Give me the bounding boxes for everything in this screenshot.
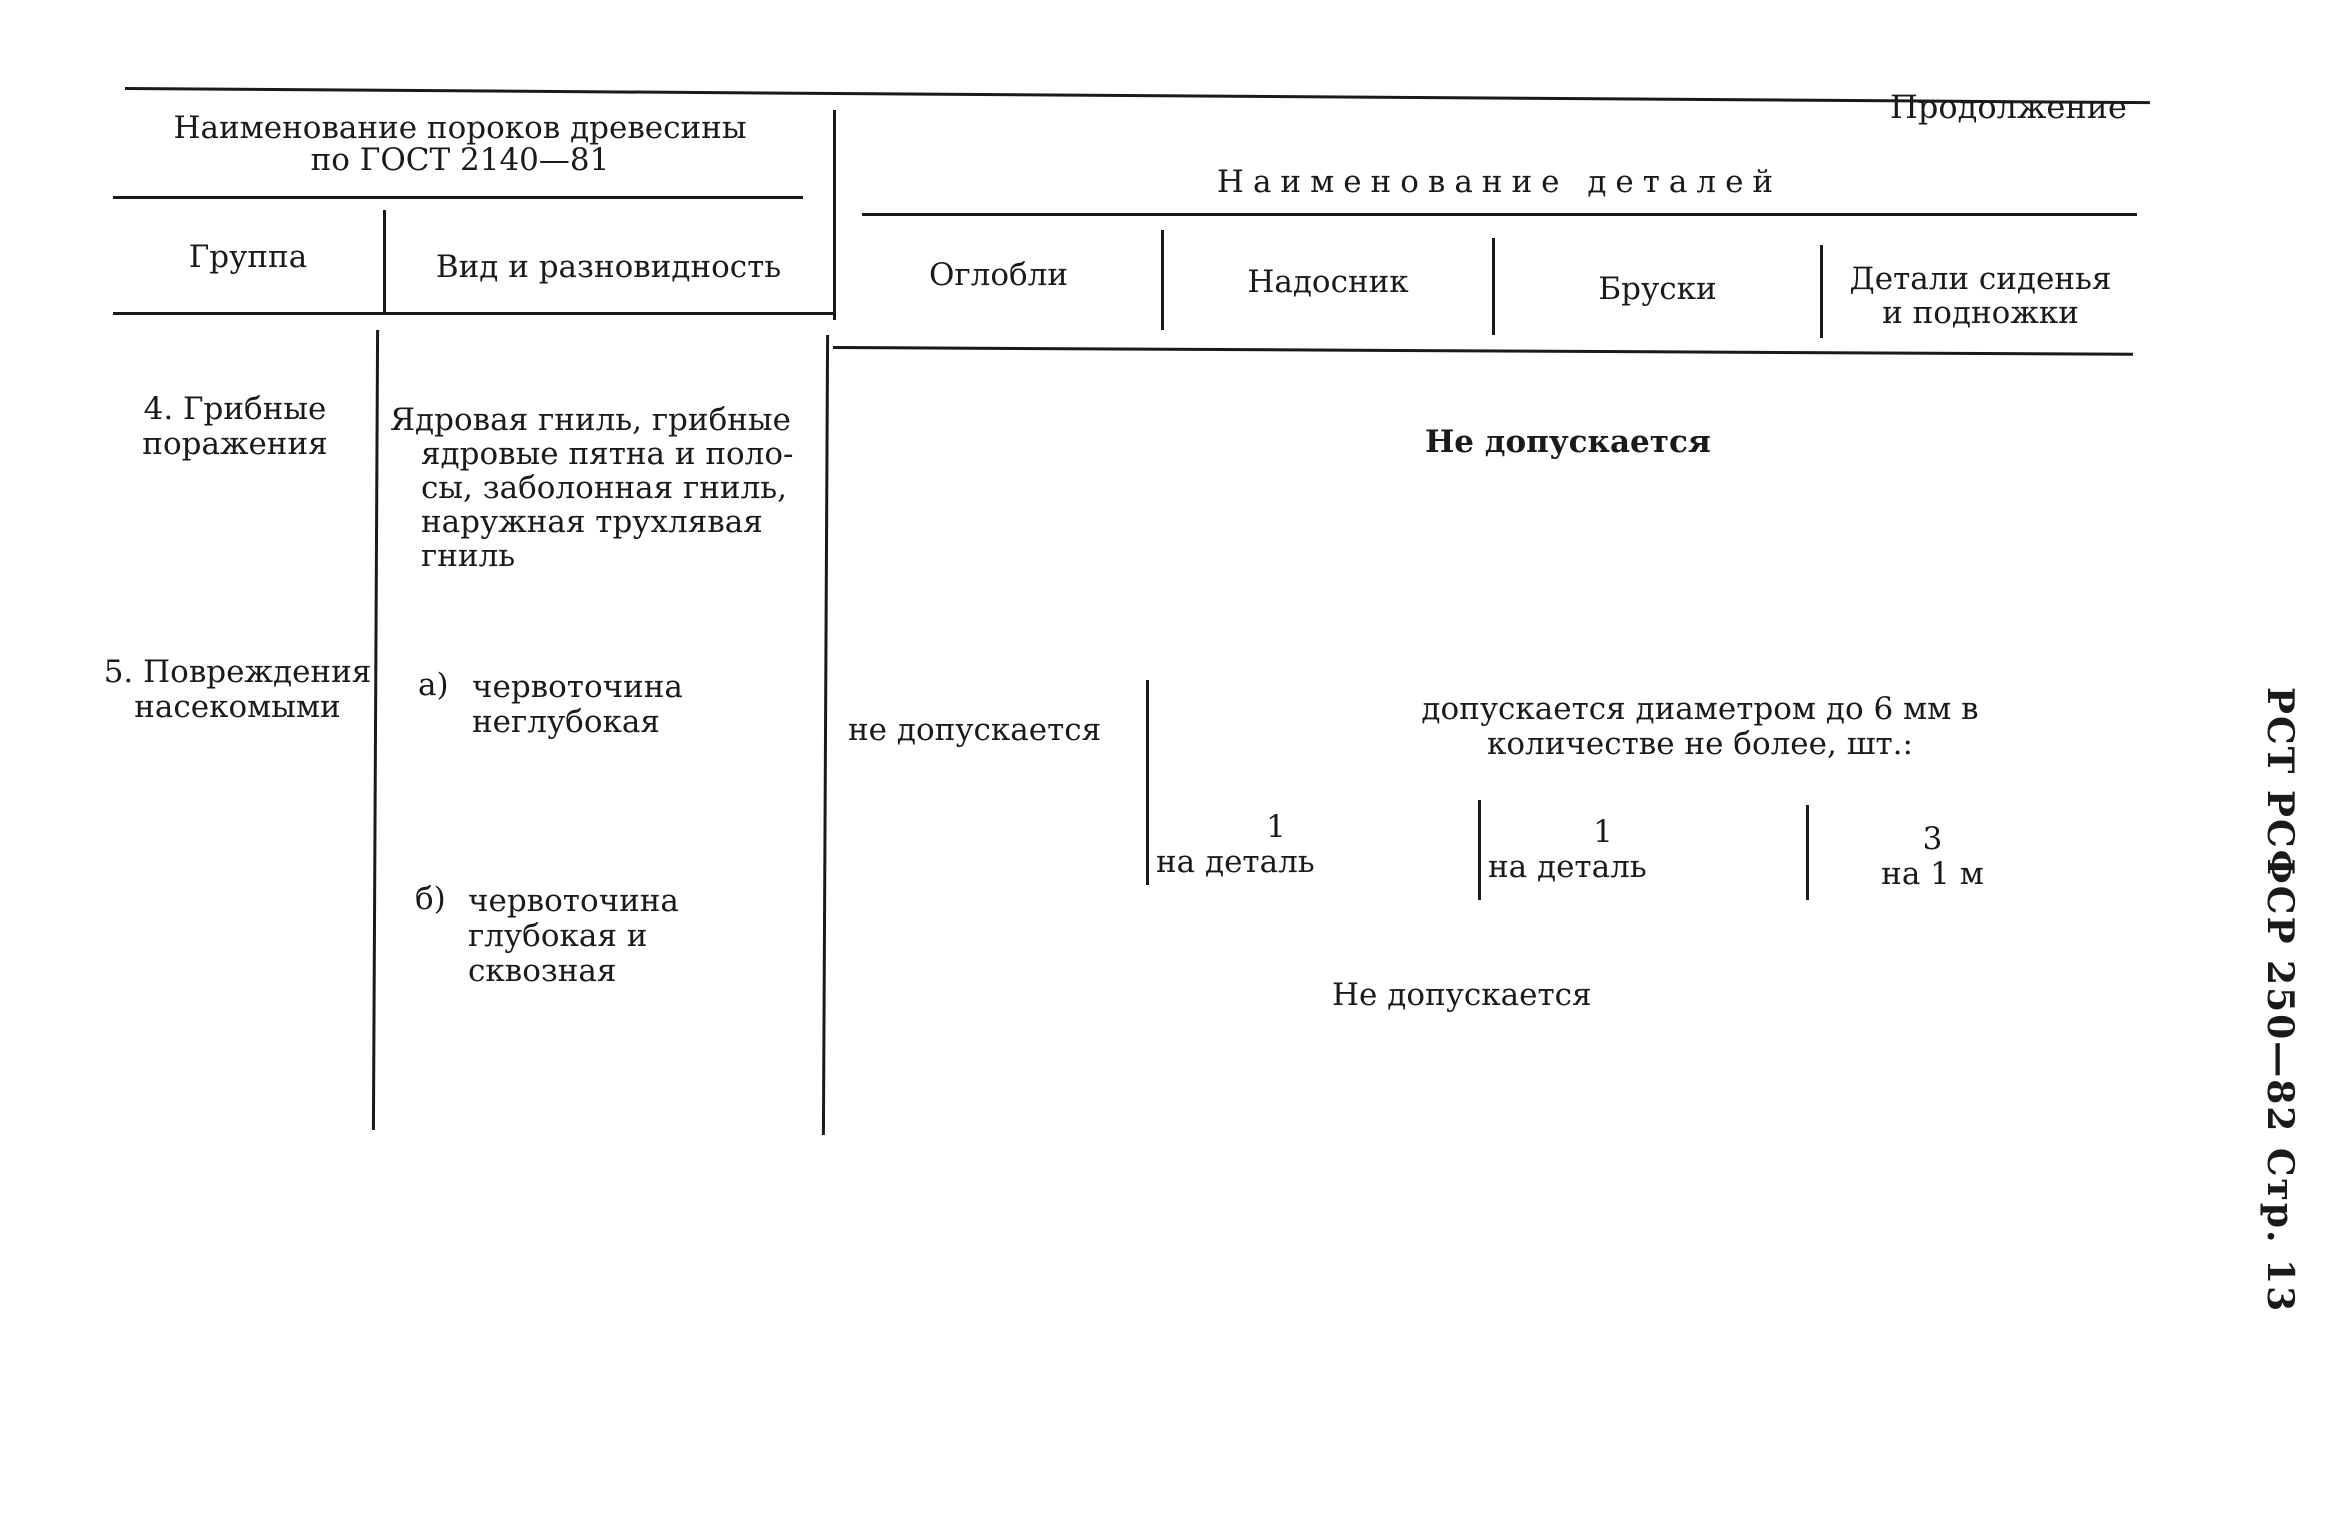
kind-fungal-line4: наружная трухлявая <box>421 504 763 540</box>
part-header-seat <box>1823 262 2138 330</box>
kind-shallow-marker: а) <box>418 667 449 703</box>
shafts-not-allowed: не допускается <box>848 712 1102 748</box>
group-column-header: Группа <box>188 239 308 275</box>
kind-shallow <box>472 670 683 740</box>
parts-title: Наименование деталей <box>1216 164 1783 200</box>
part-header-shafts: Оглобли <box>928 257 1069 293</box>
count-bars-unit: на деталь <box>1488 849 1647 885</box>
kind-deep-line2: глубокая и <box>468 918 648 954</box>
kind-fungal-line2: ядровые пятна и поло- <box>421 436 794 472</box>
count-divider-2 <box>1806 805 1809 900</box>
count-seat-unit: на 1 м <box>1881 856 1984 892</box>
defects-title-line1: Наименование пороков древесины <box>173 110 747 146</box>
allowed-text-line1: допускается диаметром до 6 мм в <box>1421 691 1979 727</box>
continuation-label: Продолжение <box>1890 88 2127 126</box>
header-bottom-rule-left <box>113 312 833 315</box>
parts-title-rule <box>862 213 2137 216</box>
group-insects <box>95 655 380 725</box>
part-header-seat-line1: Детали сиденья <box>1849 261 2112 297</box>
kind-deep-line3: сквозная <box>468 953 617 989</box>
count-seat <box>1820 822 2045 892</box>
defects-title-line2: по ГОСТ 2140—81 <box>310 142 610 178</box>
defects-parts-divider <box>822 335 829 1135</box>
header-bottom-rule-right <box>833 346 2133 356</box>
group-fungal-line1: 4. Грибные <box>143 391 327 427</box>
group-fungal-line2: поражения <box>142 426 328 462</box>
group-insects-line2: насекомыми <box>134 689 341 725</box>
kind-deep-line1: червоточина <box>468 883 679 919</box>
count-bars-value: 1 <box>1593 814 1613 850</box>
part-header-seat-line2: и подножки <box>1882 295 2079 331</box>
group-insects-line1: 5. Повреждения <box>103 654 372 690</box>
kind-deep-marker: б) <box>415 881 446 917</box>
table-top-rule <box>125 87 2150 104</box>
kind-fungal-line3: сы, заболонная гниль, <box>421 470 788 506</box>
page-side-caption: РСТ РСФСР 250—82 Стр. 13 <box>2259 686 2301 1314</box>
count-nadosnik-unit: на деталь <box>1156 844 1315 880</box>
deep-not-allowed: Не допускается <box>1332 977 1592 1013</box>
defects-title <box>150 112 770 176</box>
part-header-nadosnik: Надосник <box>1247 264 1409 300</box>
allowed-bracket <box>1146 680 1149 885</box>
allowed-text-line2: количестве не более, шт.: <box>1487 726 1913 762</box>
count-nadosnik-value: 1 <box>1266 809 1286 845</box>
kind-shallow-line2: неглубокая <box>472 704 660 740</box>
kind-fungal-line1: Ядровая гниль, грибные <box>390 402 791 438</box>
part-header-bars: Бруски <box>1598 271 1717 307</box>
group-fungal <box>95 392 375 462</box>
kind-fungal <box>390 403 794 573</box>
kind-column-header: Вид и разновидность <box>435 249 782 285</box>
defects-title-rule <box>113 196 803 199</box>
count-seat-value: 3 <box>1922 821 1943 857</box>
allowed-text <box>1260 692 2140 762</box>
count-nadosnik <box>1156 810 1396 880</box>
kind-shallow-line1: червоточина <box>472 669 683 705</box>
kind-fungal-line5: гниль <box>421 538 516 574</box>
count-bars <box>1488 815 1718 885</box>
kind-deep <box>468 884 679 989</box>
count-divider-1 <box>1478 800 1481 900</box>
fungal-not-allowed: Не допускается <box>1425 424 1711 460</box>
